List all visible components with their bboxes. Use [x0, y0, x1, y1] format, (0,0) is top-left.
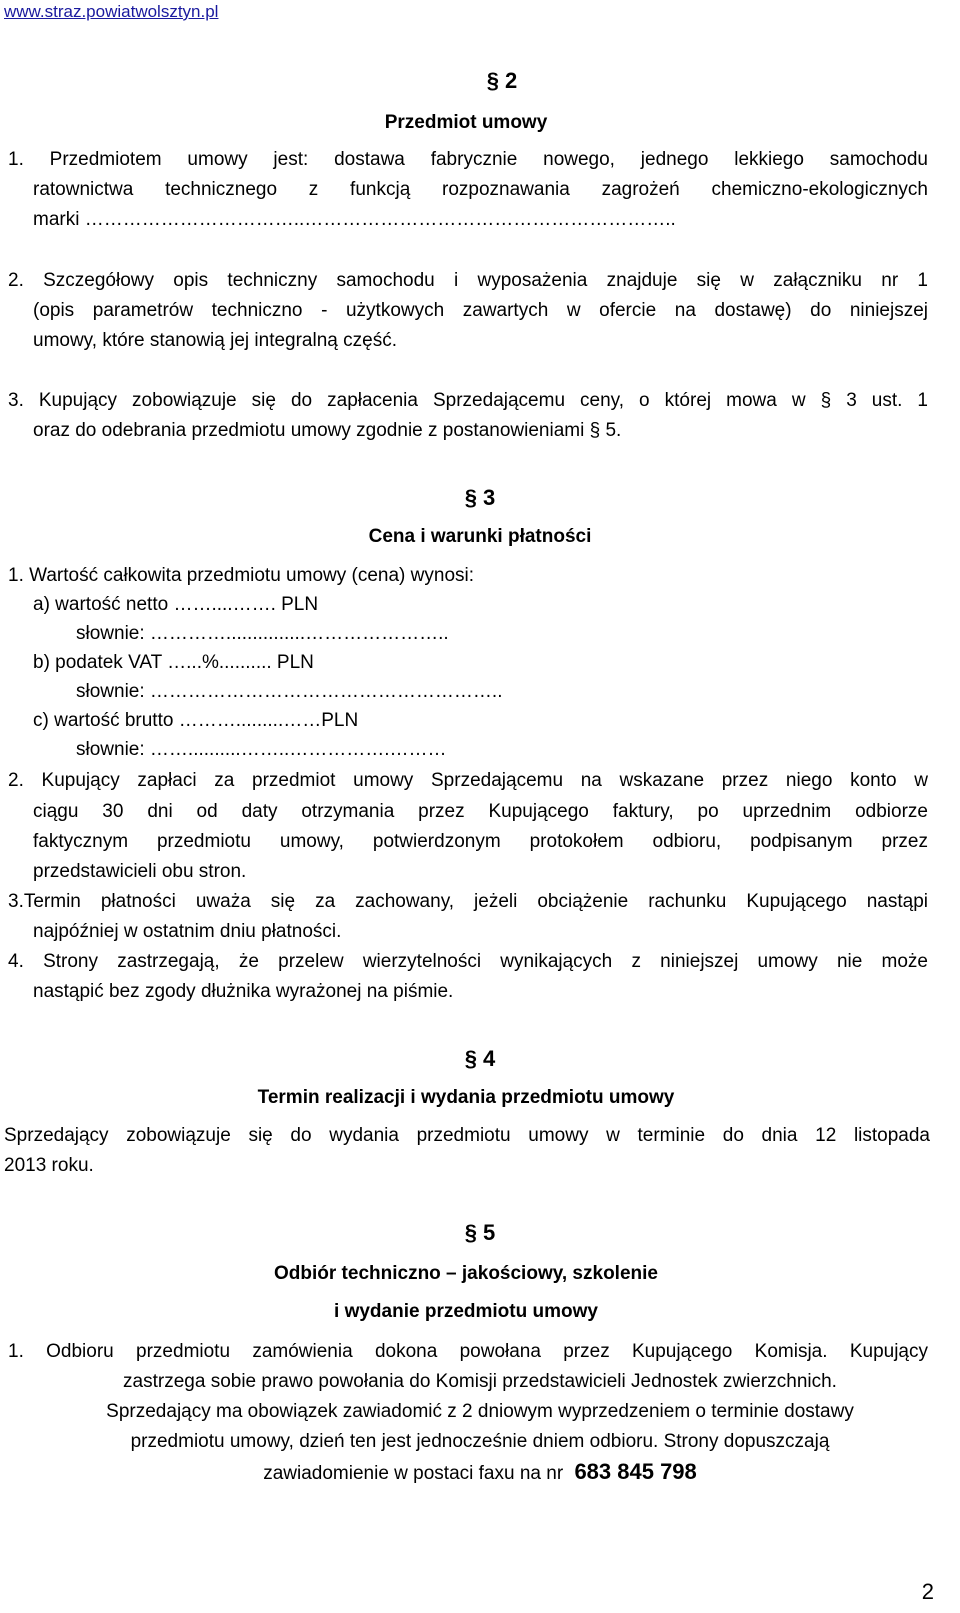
section-3-number: § 3 — [464, 485, 496, 510]
s2-p3-line1: 3. Kupujący zobowiązuje się do zapłacenia Sprzedającemu ceny, o której mowa w § 3 ust. 1 — [8, 390, 928, 411]
s4-p-line1: Sprzedający zobowiązuje się do wydania przedmiotu umowy w terminie do dnia 12 listopada — [4, 1125, 930, 1146]
fax-label: zawiadomienie w postaci faxu na nr — [263, 1463, 564, 1484]
page-number: 2 — [921, 1579, 934, 1604]
s3-p3-line2: najpóźniej w ostatnim dniu płatności. — [33, 921, 342, 942]
section-3-title: Cena i warunki płatności — [368, 526, 592, 547]
section-5-title-line2: i wydanie przedmiotu umowy — [334, 1301, 598, 1322]
s3-net-value: a) wartość netto ……....……. PLN — [33, 594, 319, 615]
section-2-number: § 2 — [486, 68, 518, 93]
s5-p1-line2: zastrzega sobie prawo powołania do Komisji przedstawicieli Jednostek zwierzchnich. — [123, 1371, 837, 1392]
s2-p1-line1: 1. Przedmiotem umowy jest: dostawa fabrycznie nowego, jednego lekkiego samochodu — [8, 149, 928, 170]
s3-gross-words: słownie: ……..........……..…………….……… — [76, 739, 447, 760]
s3-vat-words: słownie: ……………………………………………….. — [76, 681, 503, 702]
fax-number: 683 845 798 — [574, 1459, 697, 1484]
section-5-number: § 5 — [464, 1220, 496, 1245]
s5-p1-line1: 1. Odbioru przedmiotu zamówienia dokona powołana przez Kupującego Komisja. Kupujący — [8, 1341, 928, 1362]
s3-p1: 1. Wartość całkowita przedmiotu umowy (cena) wynosi: — [8, 565, 475, 586]
s3-p2-line4: przedstawicieli obu stron. — [33, 861, 247, 882]
s3-p3-line1: 3.Termin płatności uważa się za zachowany, jeżeli obciążenie rachunku Kupującego nastąpi — [8, 891, 928, 912]
s2-p2-line3: umowy, które stanowią jej integralną część. — [33, 330, 397, 351]
s5-p1-line3: Sprzedający ma obowiązek zawiadomić z 2 dniowym wyprzedzeniem o terminie dostawy — [106, 1401, 854, 1422]
s5-p1-line4: przedmiotu umowy, dzień ten jest jednocześnie dniem odbioru. Strony dopuszczają — [130, 1431, 830, 1452]
s2-p1-line2: ratownictwa technicznego z funkcją rozpoznawania zagrożeń chemiczno-ekologicznych — [33, 179, 928, 200]
s3-net-words: słownie: …………...............………………….. — [76, 623, 449, 644]
section-2-title: Przedmiot umowy — [384, 112, 548, 133]
s3-p2-line2: ciągu 30 dni od daty otrzymania przez Kupującego faktury, po uprzednim odbiorze — [33, 801, 928, 822]
s3-vat: b) podatek VAT …...%.......... PLN — [33, 652, 314, 673]
header-url[interactable]: www.straz.powiatwolsztyn.pl — [4, 2, 219, 21]
s2-p1-line3: marki ……………………………..………………………………………………….. — [33, 209, 676, 230]
s2-p2-line2: (opis parametrów techniczno - użytkowych zawartych w ofercie na dostawę) do niniejszej — [33, 300, 928, 321]
s3-p2-line3: faktycznym przedmiotu umowy, potwierdzonym protokołem odbioru, podpisanym przez — [33, 831, 928, 852]
section-5-title-line1: Odbiór techniczno – jakościowy, szkolenie — [274, 1263, 658, 1284]
s2-p3-line2: oraz do odebrania przedmiotu umowy zgodnie z postanowieniami § 5. — [33, 420, 622, 441]
s5-p1-line5 — [0, 1457, 960, 1489]
s3-gross-value: c) wartość brutto ……….........……PLN — [33, 710, 359, 731]
s3-p4-line2: nastąpić bez zgody dłużnika wyrażonej na piśmie. — [33, 981, 454, 1002]
s3-p4-line1: 4. Strony zastrzegają, że przelew wierzytelności wynikających z niniejszej umowy nie może — [8, 951, 928, 972]
s2-p2-line1: 2. Szczegółowy opis techniczny samochodu i wyposażenia znajduje się w załączniku nr 1 — [8, 270, 928, 291]
section-4-title: Termin realizacji i wydania przedmiotu umowy — [257, 1087, 675, 1108]
s3-p2-line1: 2. Kupujący zapłaci za przedmiot umowy Sprzedającemu na wskazane przez niego konto w — [8, 770, 928, 791]
section-4-number: § 4 — [464, 1046, 496, 1071]
s4-p-line2: 2013 roku. — [4, 1155, 94, 1176]
